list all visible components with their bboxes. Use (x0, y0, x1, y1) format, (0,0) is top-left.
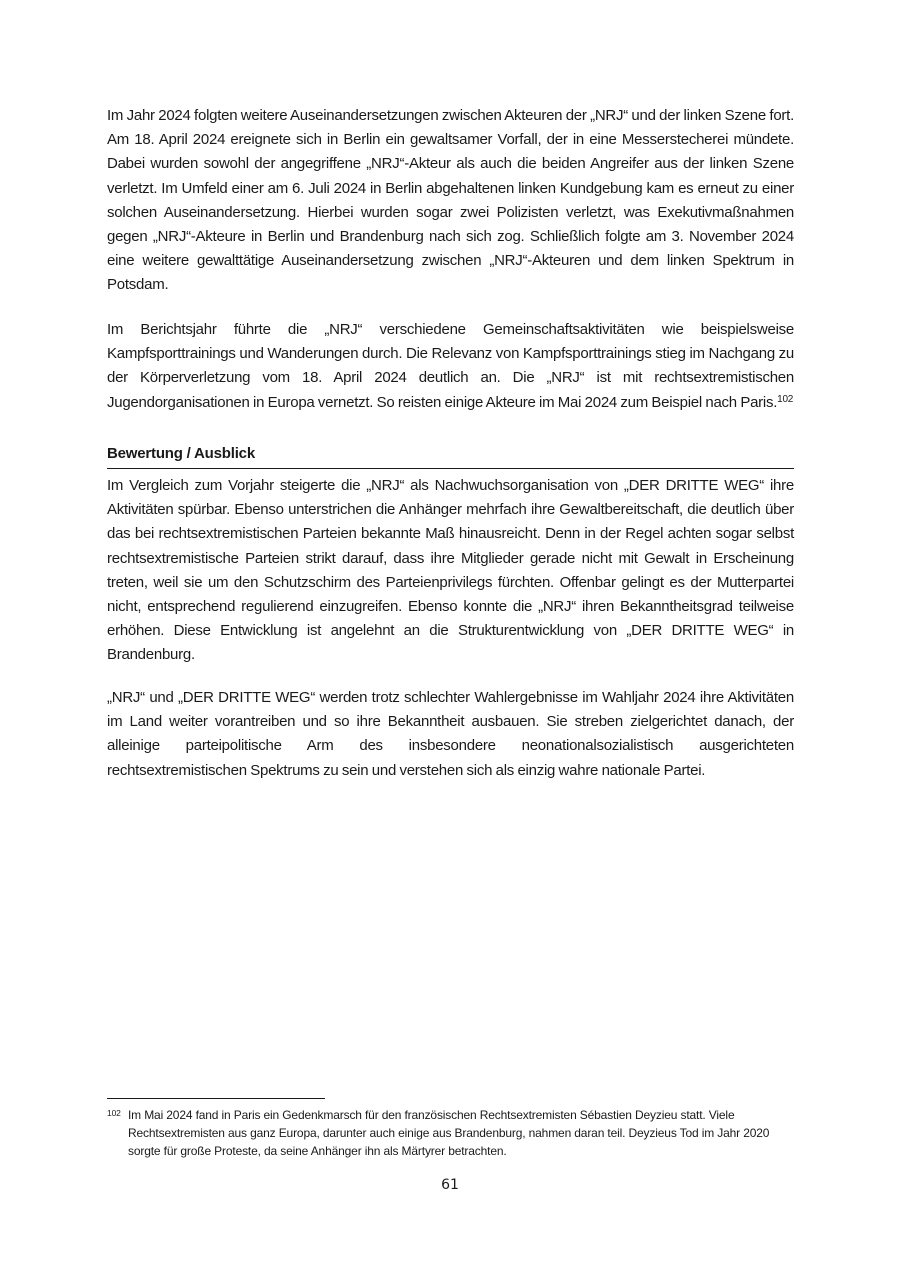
footnote (107, 1106, 794, 1160)
page-number: 61 (441, 1177, 459, 1193)
footnote-text: Im Mai 2024 fand in Paris ein Gedenkmarsch für den französischen Rechtsextremisten Sébastien Deyzieu statt. Viele Rechtsextremisten aus ganz Europa, darunter auch einige aus Brandenburg, nahmen daran teil. Deyzieus Tod im Jahr 2020 sorgte für große Proteste, da seine Anhänger ihn als Märtyrer betrachten. (128, 1108, 770, 1158)
footnote-number: 102 (107, 1108, 121, 1118)
paragraph-community-activities (107, 318, 794, 415)
footnote-reference[interactable]: 102 (777, 393, 794, 405)
footnote-separator (107, 1098, 325, 1099)
paragraph-outlook: „NRJ“ und „DER DRITTE WEG“ werden trotz schlechter Wahlergebnisse im Wahljahr 2024 ihre Aktivitäten im Land weiter vorantreiben und so ihre Bekanntheit ausbauen. Sie streben zielgerichtet danach, der alleinige parteipolitische Arm des insbesondere neonationalsozialistisch ausgerichteten rechtsextremistischen Spektrums zu sein und verstehen sich als einzig wahre nationale Partei. (107, 689, 794, 779)
paragraph-community-activities-text: Im Berichtsjahr führte die „NRJ“ verschiedene Gemeinschaftsaktivitäten wie beispielsweise Kampfsporttrainings und Wanderungen durch. Die Relevanz von Kampfsporttrainings stieg im Nachgang zu der Körperverletzung vom 18. April 2024 deutlich an. Die „NRJ“ ist mit rechtsextremistischen Jugendorganisationen in Europa vernetzt. So reisten einige Akteure im Mai 2024 zum Beispiel nach Paris. (107, 321, 794, 411)
section-heading-assessment: Bewertung / Ausblick (107, 442, 794, 469)
paragraph-nrj-clashes: Im Jahr 2024 folgten weitere Auseinandersetzungen zwischen Akteuren der „NRJ“ und der linken Szene fort. Am 18. April 2024 ereignete sich in Berlin ein gewaltsamer Vorfall, der in eine Messerstecherei mündete. Dabei wurden sowohl der angegriffene „NRJ“-Akteur als auch die beiden Angreifer aus der linken Szene verletzt. Im Umfeld einer am 6. Juli 2024 in Berlin abgehaltenen linken Kundgebung kam es erneut zu einer solchen Auseinandersetzung. Hierbei wurden sogar zwei Polizisten verletzt, was Exekutivmaßnahmen gegen „NRJ“-Akteure in Berlin und Brandenburg nach sich zog. Schließlich folgte am 3. November 2024 eine weitere gewalttätige Auseinandersetzung zwischen „NRJ“-Akteuren und dem linken Spektrum in Potsdam. (107, 107, 794, 294)
paragraph-assessment: Im Vergleich zum Vorjahr steigerte die „NRJ“ als Nachwuchsorganisation von „DER DRITTE WEG“ ihre Aktivitäten spürbar. Ebenso unterstrichen die Anhänger mehrfach ihre Gewaltbereitschaft, die deutlich über das bei rechtsextremistischen Parteien bekannte Maß hinausreicht. Denn in der Regel achten sogar selbst rechtsextremistische Parteien strikt darauf, dass ihre Mitglieder gerade nicht mit Gewalt in Erscheinung treten, weil sie um den Schutzschirm des Parteienprivilegs fürchten. Offenbar gelingt es der Mutterpartei nicht, entsprechend regulierend einzugreifen. Ebenso konnte die „NRJ“ ihren Bekanntheitsgrad teilweise erhöhen. Diese Entwicklung ist angelehnt an die Strukturentwicklung von „DER DRITTE WEG“ in Brandenburg. (107, 477, 794, 664)
